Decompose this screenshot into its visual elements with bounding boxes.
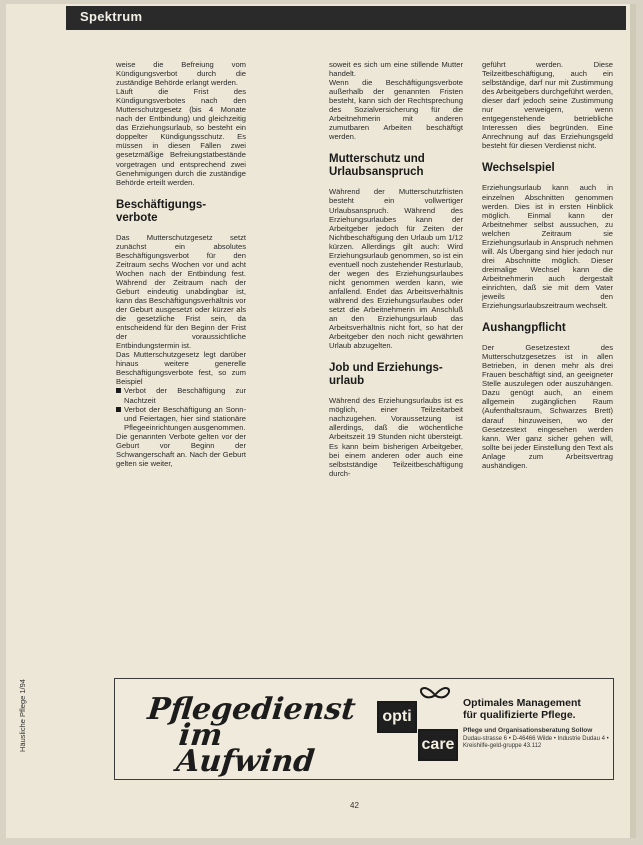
ad-headline-line: für qualifizierte Pflege. — [463, 709, 576, 721]
column-3 — [482, 60, 613, 470]
bullet-item: Verbot der Beschäftigung an Sonn- und Feiertagen, hier sind stationäre Pflegeeinrichtungen ausgenommen. — [116, 405, 246, 432]
section-title: Spektrum — [80, 9, 143, 24]
ad-headline — [463, 697, 581, 721]
column-2 — [329, 60, 463, 478]
paragraph: Während der Mutterschutzfristen besteht ein vollwertiger Urlaubsanspruch. Während des Erziehungsurlaubes kann der Arbeitgeber jedoch für Zeiten der Nichtbeschäftigung den Urlaub um 1/12 kürzen. Allerdings gilt auch: Wird Erziehungsurlaub genommen, so ist ein eventuell noch zustehender Resturlaub, der wegen des Erziehungsurlaubes nicht genommen werden kann, wie anfallend. Endet das Arbeitsverhältnis während des Erziehungsurlaubes oder setzt die Arbeitnehmerin im Anschluß an den Erziehungsurlaub das Arbeitsverhältnis nicht fort, so hat der Arbeitgeber den noch nicht gewährten Urlaub abzugelten. — [329, 187, 463, 351]
section-heading: Aushangpflicht — [482, 322, 566, 335]
ad-slogan-line: Pflegedienst — [145, 692, 358, 727]
section-heading: Wechselspiel — [482, 162, 555, 175]
column-1 — [116, 60, 246, 468]
gift-bow-icon — [415, 683, 455, 703]
paragraph: Während des Erziehungsurlaubs ist es möglich, einer Teilzeitarbeit nachzugehen. Voraussetzung ist allerdings, daß die wöchentliche Arbeitszeit 19 Stunden nicht übersteigt. Es kann beim bisherigen Arbeitgeber, bei einem anderen oder auch eine selbstständige Teilzeitbeschäftigung durch- — [329, 396, 463, 478]
ad-headline-line: Optimales Management — [463, 697, 581, 709]
section-header-bar — [66, 6, 626, 30]
advertisement — [114, 678, 614, 780]
paragraph: soweit es sich um eine stillende Mutter handelt. — [329, 60, 463, 79]
logo-block-top: opti — [377, 701, 417, 733]
paragraph: Erziehungsurlaub kann auch in einzelnen Abschnitten genommen werden. Dies ist in ersten Hinblick möglich. Einmal kann der Arbeitnehmer selbst aussuchen, zu welchen Zeitraum sie Erziehungsurlaub in Anspruch nehmen will. Als Übergang sind hier jedoch nur drei Abschnitte möglich. Dieser dreimalige Wechsel kann die Arbeitnehmerin auch dergestalt einrichten, daß sie mit dem Vater jeweils den Erziehungsurlaubszeitraum wechselt. — [482, 183, 613, 311]
paragraph: Das Mutterschutzgesetz setzt zunächst ein absolutes Beschäftigungsverbot für den Zeitraum sechs Wochen vor und acht Wochen nach der Entbindung fest. Während der Zeitraum nach der Geburt eindeutig unabdingbar ist, kann das Beschäftigungsverhältnis vor der Geburt ausgesetzt oder kürzer als die gesetzliche Frist sein, da entscheidend für den Beginn der Frist der voraussichtliche Entbindungstermin ist. — [116, 232, 247, 351]
paragraph: geführt werden. Diese Teilzeitbeschäftigung, auch ein selbständige, darf nur mit Zustimmung des Arbeitgebers durchgeführt werden, dieser darf jedoch seine Zustimmung nur verweigern, wenn entgegenstehende betriebliche Interessen dies begründen. Eine Anrechnung auf das Erziehungsgeld besteht für diesen Verdienst nicht. — [482, 60, 613, 151]
ad-contact: Dudau-strasse 6 • D-46466 Wilde • Industrie Dudau 4 • Kreishilfe-geld-gruppe 43.112 — [463, 736, 609, 749]
paragraph: Wenn die Beschäftigungsverbote außerhalb der genannten Fristen besteht, kann sich der Rechtsprechung des Sozialversicherung für die Arbeitnehmerin mit anderen zumutbaren Arbeiten beschäftigt werden. — [329, 78, 463, 142]
bullet-item: Verbot der Beschäftigung zur Nachtzeit — [116, 386, 246, 404]
paragraph: Der Gesetzestext des Mutterschutzgesetzes ist in allen Betrieben, in denen mehr als drei Frauen beschäftigt sind, an geeigneter Stelle auszulegen oder auszuhängen. Dazu genügt auch, an einem allgemein zugänglichen Raum (Aufenthaltsraum, Schwarzes Brett) darauf hinzuweisen, wo der Gesetzestext eingesehen werden kann. Wer ganz sicher gehen will, sollte bei jeder Einstellung den Text als Anlage zum Arbeitsvertrag aushändigen. — [482, 343, 613, 470]
section-heading: Job und Erziehungs-urlaub — [329, 362, 443, 388]
ad-tagline: Pflege und Organisationsberatung Sollow — [463, 727, 593, 734]
ad-details — [463, 727, 609, 750]
paragraph: Das Mutterschutzgesetz legt darüber hinaus weitere generelle Beschäftigungsverbote fest, so zum Beispiel — [116, 350, 246, 387]
ad-slogan-line: im Aufwind — [174, 718, 317, 779]
side-note: Häusliche Pflege 1/94 — [18, 679, 27, 752]
paragraph: Die genannten Verbote gelten vor der Geburt vor Beginn der Schwangerschaft an. Nach der Geburt gelten sie weiter, — [116, 431, 246, 468]
logo-block-bottom: care — [418, 729, 458, 761]
ad-slogan — [141, 692, 369, 779]
section-heading: Mutterschutz und Urlaubsanspruch — [329, 153, 425, 179]
paragraph: weise die Befreiung vom Kündigungsverbot durch die zuständige Behörde erlangt werden. — [116, 60, 246, 88]
paragraph: Läuft die Frist des Kündigungsverbotes nach den Mutterschutzgesetz (bis 4 Monate nach der Entbindung) und gleichzeitig das Erziehungsurlaub, so besteht ein doppelter Kündigungsschutz. Es müssen in diesen Fällen zwei gesetzmäßige Befreiungstatbestände vorgetragen und entsprechend zwei Genehmigungen durch die zuständige Behörde erteilt werden. — [116, 87, 246, 187]
section-heading: Beschäftigungs-verbote — [116, 198, 207, 224]
page-number: 42 — [350, 801, 359, 810]
